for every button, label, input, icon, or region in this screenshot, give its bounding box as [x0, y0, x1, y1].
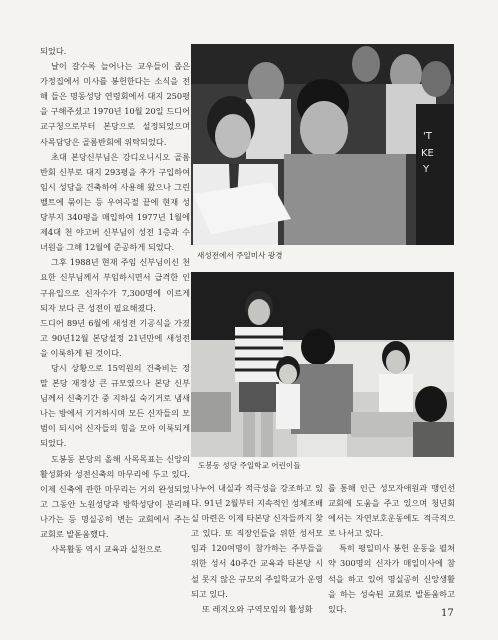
paragraph: 도봉동 본당의 올해 사목목표는 신앙의 활성화와 성전신축의 마무리에 두고 있다. 이제 신축에 관한 마무리는 거의 완성되었고 그동안 노원성당과 방학성당이 분리해 나가는 등 명실공히 변는 교회에서 주는 교회로 발돋움했다.	[40, 453, 190, 539]
paragraph: 를 통해 인근 성모자애원과 맹인선교회에 도움을 주고 있으며 청년회에서는 자연보호운동에도 적극적으로 나서고 있다.	[328, 483, 455, 539]
paragraph: 특히 평일미사 봉헌 운동을 펼쳐 약 300명의 신자가 매일미사에 참석을 하고 있어 명실공히 신앙생활을 하는 성숙된 교회로 발돋움하고 있다.	[328, 543, 455, 614]
sunday-school-photo	[191, 272, 454, 457]
paragraph: 드디어 89년 6월에 새성전 기공식을 가졌고 90년12월 본당설정 21년만에 새성전을 이룩하게 된 것이다.	[40, 317, 190, 358]
photo-caption: 도봉동 성당 주일학교 어린이들	[198, 461, 301, 470]
page-number: 17	[441, 608, 454, 619]
photo-caption: 새성전에서 주일미사 광경	[197, 251, 283, 260]
left-text-column	[40, 44, 190, 557]
svg-text:Y: Y	[423, 164, 430, 175]
middle-text-column	[191, 481, 323, 617]
paragraph: 날이 갈수록 늘어나는 교우들이 좁은 가정집에서 미사를 봉헌한다는 소식을 전해 들은 명동성당 연령회에서 대지 250평을 구해주셨고 1970년 10월 20일 드디어 교구청으로부터 본당으로 설정되었으며 사목담당은 골롬반회에 위탁되었다.	[40, 61, 190, 147]
svg-text:'T: 'T	[423, 131, 432, 142]
paragraph: 초대 본당신부님은 강디오니시오 골롬반회 신부로 대지 293평을 추가 구입하여 임시 성당을 건축하여 사용해 왔으나 그린벨트에 묶이는 등 우여곡절 끝에 현재 성당부지 340평을 매입하여 1977년 1월에 제4대 천 야고버 신부님이 성전 1층과 수녀원을 그해 12월에 준공하게 되었다.	[40, 151, 190, 253]
paragraph: 나누어 내실과 적극성을 강조하고 있다. 91년 2월부터 지속적인 성체조배실 마련은 이제 타본당 신자들까지 찾고 있다. 또 직장인들을 위한 성서모임과 120여명이 참가하는 주부들을 위한 성서 40주간 교육과 타본당 시설 못지 않은 규모의 주일학교가 운영되고 있다.	[191, 483, 323, 599]
paragraph: 또 레지오와 구역모임의 활성화	[202, 603, 313, 614]
sunday-school-photo-image	[191, 272, 454, 457]
mass-photo-image	[191, 44, 454, 245]
paragraph: 당시 상황으로 15억원의 건축비는 정말 본당 재정상 큰 규모였으나 본당 신부님께서 신축기간 중 지하실 숙기거로 냄새나는 방에서 기거하시며 모든 신자들의 모범이 되시어 신자들의 힘을 모아 이룩되게 되었다.	[40, 362, 190, 449]
right-text-column	[328, 481, 455, 617]
paragraph: 그후 1988년 현재 주임 신부님이신 천요한 신부님께서 부임하시면서 급격한 인구유입으로 신자수가 7,300명에 이르게 되자 보다 큰 성전이 필요해졌다.	[40, 257, 190, 313]
paragraph: 사목활동 역시 교육과 실천으로	[51, 544, 162, 555]
svg-text:KE: KE	[421, 148, 434, 159]
mass-photo	[191, 44, 454, 245]
paragraph: 되었다.	[40, 46, 67, 56]
